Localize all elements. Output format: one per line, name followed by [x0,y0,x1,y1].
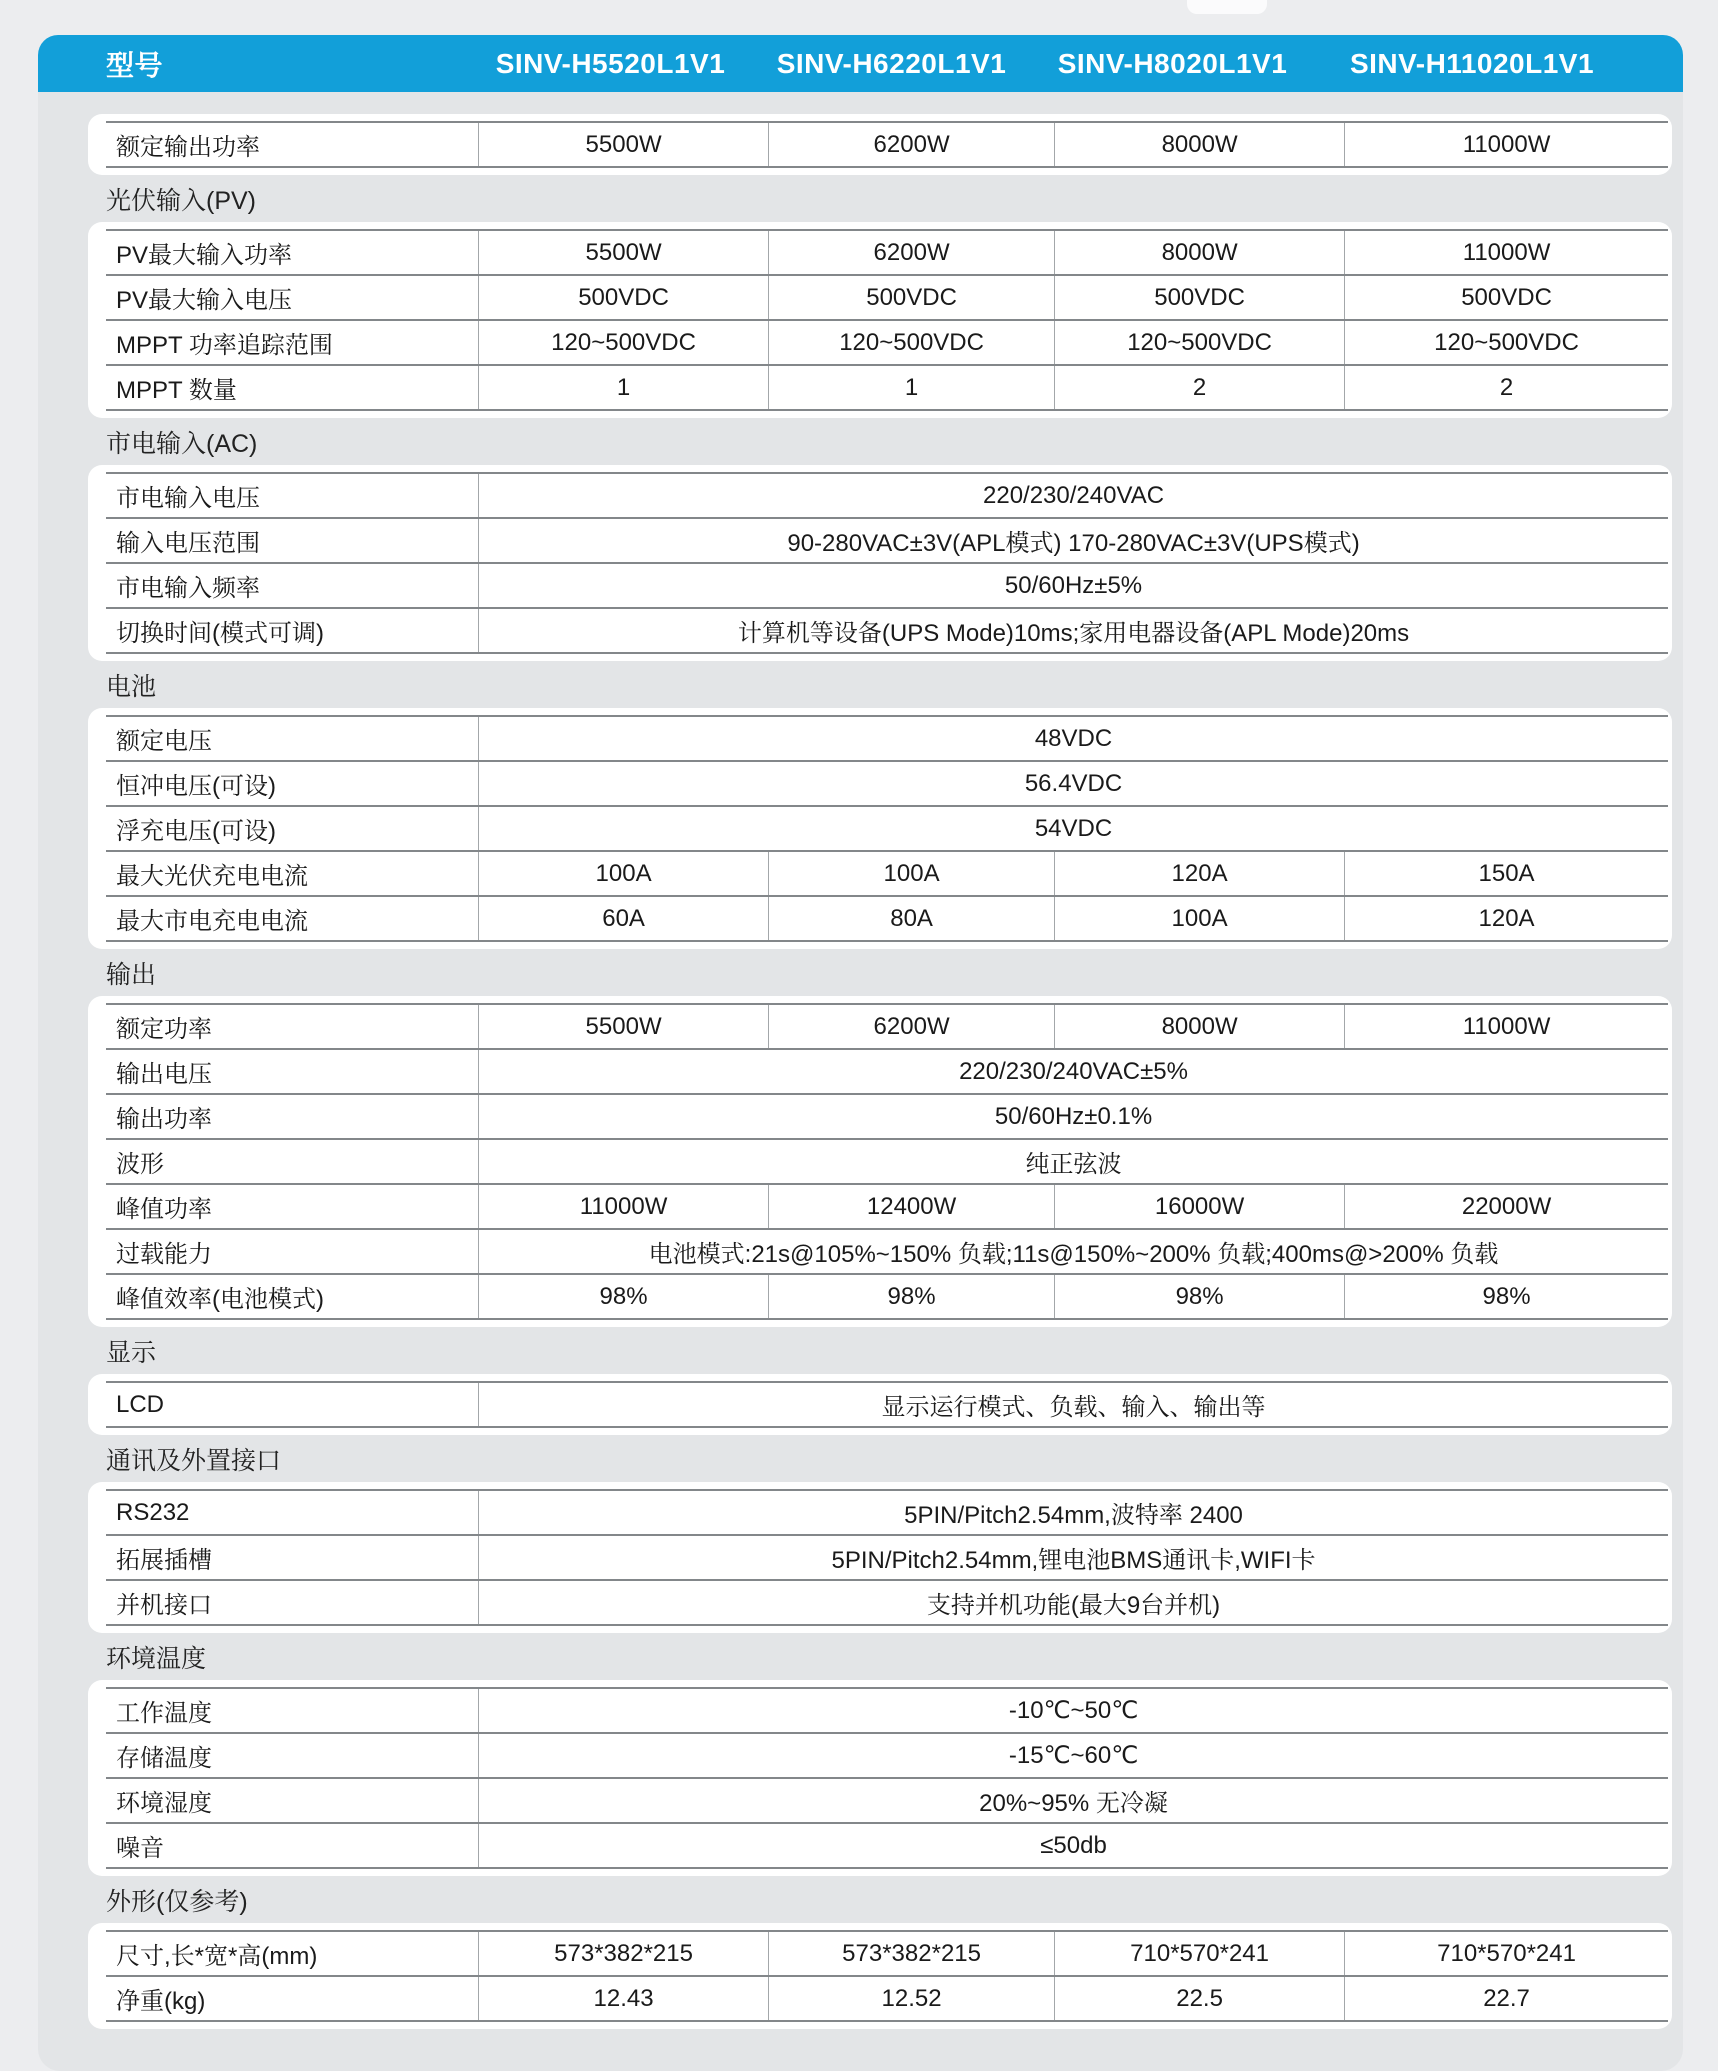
row-value-span: 48VDC [478,717,1668,760]
row-value: 16000W [1054,1185,1344,1228]
row-value: 6200W [768,1005,1054,1048]
row-value: 98% [1344,1275,1668,1318]
model-name: SINV-H5520L1V1 [495,47,726,79]
table-row [106,609,1668,654]
row-value: 8000W [1054,123,1344,166]
table-row [106,1824,1668,1869]
row-label: LCD [116,1390,165,1418]
model-name: SINV-H6220L1V1 [776,47,1007,79]
row-label: 最大光伏充电电流 [116,863,308,890]
table-row [106,564,1668,609]
table-row [106,1140,1668,1185]
row-value: 11000W [1344,123,1668,166]
section-band: 市电输入(AC) [106,429,258,458]
row-label: 切换时间(模式可调) [116,620,324,647]
row-value: 500VDC [768,276,1054,319]
row-label: 存储温度 [116,1745,212,1772]
row-value: 6200W [768,123,1054,166]
table-row [106,1734,1668,1779]
row-value: 150A [1344,852,1668,895]
row-value-span: 支持并机功能(最大9台并机) [478,1581,1668,1624]
row-label: 并机接口 [116,1592,212,1619]
table-row [106,1779,1668,1824]
row-value: 2 [1054,366,1344,409]
row-value: 5500W [478,1005,768,1048]
spec-block [88,708,1672,949]
row-value-span: 220/230/240VAC [478,474,1668,517]
spec-sheet-card [38,35,1683,2071]
row-label: 额定功率 [116,1016,212,1043]
row-value: 1 [478,366,768,409]
row-label: PV最大输入电压 [116,287,293,314]
section-band: 光伏输入(PV) [106,186,257,215]
table-row [106,1581,1668,1626]
row-label: 环境湿度 [116,1790,212,1817]
table-row [106,366,1668,411]
row-label: 最大市电充电电流 [116,908,308,935]
row-label: 市电输入电压 [116,485,260,512]
row-value-span: -10℃~50℃ [478,1689,1668,1732]
row-value: 100A [478,852,768,895]
spec-block [88,222,1672,418]
row-value: 500VDC [1054,276,1344,319]
row-label: MPPT 功率追踪范围 [116,332,333,359]
row-value: 12.52 [768,1977,1054,2020]
row-value: 80A [768,897,1054,940]
table-row [106,321,1668,366]
row-value: 5500W [478,231,768,274]
row-value: 12400W [768,1185,1054,1228]
row-value: 5500W [478,123,768,166]
row-label: 浮充电压(可设) [116,818,276,845]
spec-block [88,996,1672,1327]
row-value: 22000W [1344,1185,1668,1228]
row-label: 工作温度 [116,1700,212,1727]
row-label: 峰值效率(电池模式) [116,1286,324,1313]
table-row [106,1230,1668,1275]
row-value: 120A [1344,897,1668,940]
spec-block [88,1374,1672,1435]
table-row [106,1536,1668,1581]
row-value: 98% [1054,1275,1344,1318]
row-value-span: 5PIN/Pitch2.54mm,波特率 2400 [478,1491,1668,1534]
row-label: 波形 [116,1151,164,1178]
row-value: 8000W [1054,1005,1344,1048]
row-label: 市电输入频率 [116,575,260,602]
row-value-span: 纯正弦波 [478,1140,1668,1183]
row-value: 120~500VDC [1054,321,1344,364]
section-band: 显示 [106,1338,157,1367]
table-row [106,897,1668,942]
row-value: 500VDC [478,276,768,319]
table-body [38,92,1683,2071]
row-value-span: 20%~95% 无冷凝 [478,1779,1668,1822]
row-label: 噪音 [116,1835,164,1862]
table-row [106,229,1668,276]
row-value-span: 显示运行模式、负载、输入、输出等 [478,1383,1668,1426]
row-label: 峰值功率 [116,1196,212,1223]
row-value: 1 [768,366,1054,409]
row-value: 120~500VDC [1344,321,1668,364]
row-value-span: 90-280VAC±3V(APL模式) 170-280VAC±3V(UPS模式) [478,519,1668,562]
row-value: 11000W [1344,1005,1668,1048]
row-value: 573*382*215 [478,1932,768,1975]
table-row [106,276,1668,321]
table-row [106,1095,1668,1140]
row-label: 额定输出功率 [116,134,260,161]
table-row [106,852,1668,897]
row-value-span: 电池模式:21s@105%~150% 负载;11s@150%~200% 负载;400ms@>200% 负载 [478,1230,1668,1273]
row-value: 98% [768,1275,1054,1318]
spec-block [88,1680,1672,1876]
table-row [106,1977,1668,2022]
model-column-label: 型号 [106,49,164,81]
table-row [106,1687,1668,1734]
table-row [106,1381,1668,1428]
row-value-span: -15℃~60℃ [478,1734,1668,1777]
table-row [106,519,1668,564]
row-value-span: 56.4VDC [478,762,1668,805]
row-label: MPPT 数量 [116,377,237,404]
row-value: 573*382*215 [768,1932,1054,1975]
spec-block [88,114,1672,175]
row-value: 710*570*241 [1344,1932,1668,1975]
row-value: 120~500VDC [478,321,768,364]
row-value: 8000W [1054,231,1344,274]
table-header-row [38,35,1683,92]
row-value-span: 50/60Hz±0.1% [478,1095,1668,1138]
row-label: 额定电压 [116,728,212,755]
row-value: 98% [478,1275,768,1318]
row-value: 120A [1054,852,1344,895]
table-row [106,1185,1668,1230]
row-label: 净重(kg) [116,1988,206,2015]
row-label: 尺寸,长*宽*高(mm) [116,1943,318,1970]
row-value-span: 50/60Hz±5% [478,564,1668,607]
row-value: 22.7 [1344,1977,1668,2020]
section-band: 电池 [106,672,157,701]
table-row [106,715,1668,762]
table-row [106,472,1668,519]
row-value: 11000W [478,1185,768,1228]
table-row [106,807,1668,852]
row-value: 22.5 [1054,1977,1344,2020]
row-value: 120~500VDC [768,321,1054,364]
table-row [106,121,1668,168]
section-band: 输出 [106,960,157,989]
row-label: 拓展插槽 [116,1547,212,1574]
row-label: RS232 [116,1498,190,1526]
spec-block [88,1482,1672,1633]
row-label: 过载能力 [116,1241,212,1268]
section-band: 环境温度 [106,1644,207,1673]
row-value-span: ≤50db [478,1824,1668,1867]
row-value: 710*570*241 [1054,1932,1344,1975]
row-label: 输入电压范围 [116,530,260,557]
row-label: 恒冲电压(可设) [116,773,276,800]
section-band: 外形(仅参考) [106,1887,248,1916]
row-value-span: 220/230/240VAC±5% [478,1050,1668,1093]
spec-block [88,1923,1672,2029]
row-label: 输出功率 [116,1106,212,1133]
row-value: 100A [1054,897,1344,940]
row-value: 2 [1344,366,1668,409]
row-value: 6200W [768,231,1054,274]
table-row [106,1275,1668,1320]
row-value: 12.43 [478,1977,768,2020]
table-row [106,1050,1668,1095]
row-value-span: 5PIN/Pitch2.54mm,锂电池BMS通讯卡,WIFI卡 [478,1536,1668,1579]
model-name: SINV-H11020L1V1 [1349,47,1595,79]
row-label: 输出电压 [116,1061,212,1088]
model-name: SINV-H8020L1V1 [1057,47,1288,79]
table-row [106,1489,1668,1536]
row-label: PV最大输入功率 [116,242,293,269]
table-row [106,762,1668,807]
table-row [106,1003,1668,1050]
table-row [106,1930,1668,1977]
section-band: 通讯及外置接口 [106,1446,282,1475]
page-top-artifact [1187,0,1267,14]
spec-block [88,465,1672,661]
row-value-span: 计算机等设备(UPS Mode)10ms;家用电器设备(APL Mode)20ms [478,609,1668,652]
row-value-span: 54VDC [478,807,1668,850]
row-value: 11000W [1344,231,1668,274]
row-value: 60A [478,897,768,940]
row-value: 100A [768,852,1054,895]
row-value: 500VDC [1344,276,1668,319]
